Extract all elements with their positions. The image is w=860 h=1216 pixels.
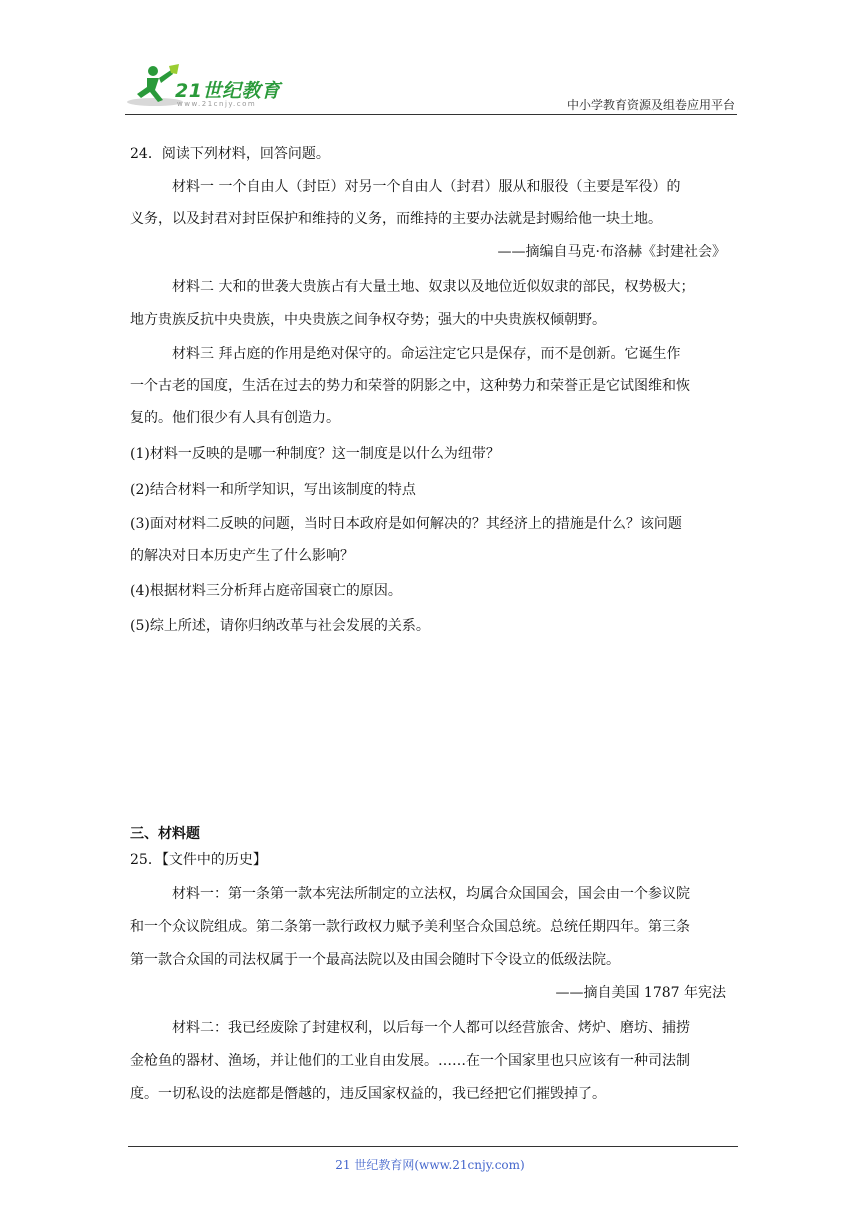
material-1-line-1: 材料一 一个自由人（封臣）对另一个自由人（封君）服从和服役（主要是军役）的 [172, 179, 681, 195]
logo-text: 21世纪教育 [175, 80, 281, 102]
material-3-line-3: 复的。他们很少有人具有创造力。 [130, 410, 340, 426]
sub-question-1: (1)材料一反映的是哪一种制度？这一制度是以什么为纽带？ [130, 446, 500, 462]
material-1-source: ——摘编自马克·布洛赫《封建社会》 [497, 244, 726, 260]
sub-question-4: (4)根据材料三分析拜占庭帝国衰亡的原因。 [130, 583, 402, 599]
q25-material-1-line-2: 和一个众议院组成。第二条第一款行政权力赋予美利坚合众国总统。总统任期四年。第三条 [130, 919, 690, 935]
material-1-line-2: 义务，以及封君对封臣保护和维持的义务，而维持的主要办法就是封赐给他一块土地。 [130, 211, 662, 227]
footer-link[interactable]: 21 世纪教育网(www.21cnjy.com) [335, 1158, 525, 1172]
material-2-line-2: 地方贵族反抗中央贵族，中央贵族之间争权夺势；强大的中央贵族权倾朝野。 [130, 312, 606, 328]
q25-material-2-line-2: 金枪鱼的器材、渔场，并让他们的工业自由发展。……在一个国家里也只应该有一种司法制 [130, 1053, 690, 1069]
q25-material-1-line-3: 第一款合众国的司法权属于一个最高法院以及由国会随时下令设立的低级法院。 [130, 952, 620, 968]
material-3-line-1: 材料三 拜占庭的作用是绝对保守的。命运注定它只是保存，而不是创新。它诞生作 [172, 346, 681, 362]
sub-question-3-line-1: (3)面对材料二反映的问题，当时日本政府是如何解决的？其经济上的措施是什么？该问题 [130, 516, 682, 532]
section-heading: 三、材料题 [130, 826, 200, 842]
q25-material-1-source: ——摘自美国 1787 年宪法 [555, 985, 726, 1001]
sub-question-5: (5)综上所述，请你归纳改革与社会发展的关系。 [130, 618, 430, 634]
logo [125, 62, 295, 112]
page-header [125, 62, 737, 118]
question-24-title: 24．阅读下列材料，回答问题。 [130, 146, 330, 162]
footer-divider [128, 1146, 738, 1147]
material-2-line-1: 材料二 大和的世袭大贵族占有大量土地、奴隶以及地位近似奴隶的部民，权势极大； [172, 279, 695, 295]
sub-question-2: (2)结合材料一和所学知识，写出该制度的特点 [130, 482, 416, 498]
logo-url: www.21cnjy.com [177, 100, 257, 108]
q25-material-1-line-1: 材料一：第一条第一款本宪法所制定的立法权，均属合众国国会，国会由一个参议院 [172, 886, 690, 902]
question-25-title: 25．【文件中的历史】 [130, 852, 267, 868]
q25-material-2-line-3: 度。一切私设的法庭都是僭越的，违反国家权益的，我已经把它们摧毁掉了。 [130, 1086, 606, 1102]
header-divider [125, 114, 737, 115]
sub-question-3-line-2: 的解决对日本历史产生了什么影响？ [130, 548, 354, 564]
material-3-line-2: 一个古老的国度，生活在过去的势力和荣誉的阴影之中，这种势力和荣誉正是它试图维和恢 [130, 378, 690, 394]
platform-name: 中小学教育资源及组卷应用平台 [566, 98, 735, 112]
q25-material-2-line-1: 材料二：我已经废除了封建权利，以后每一个人都可以经营旅舍、烤炉、磨坊、捕捞 [172, 1020, 690, 1036]
